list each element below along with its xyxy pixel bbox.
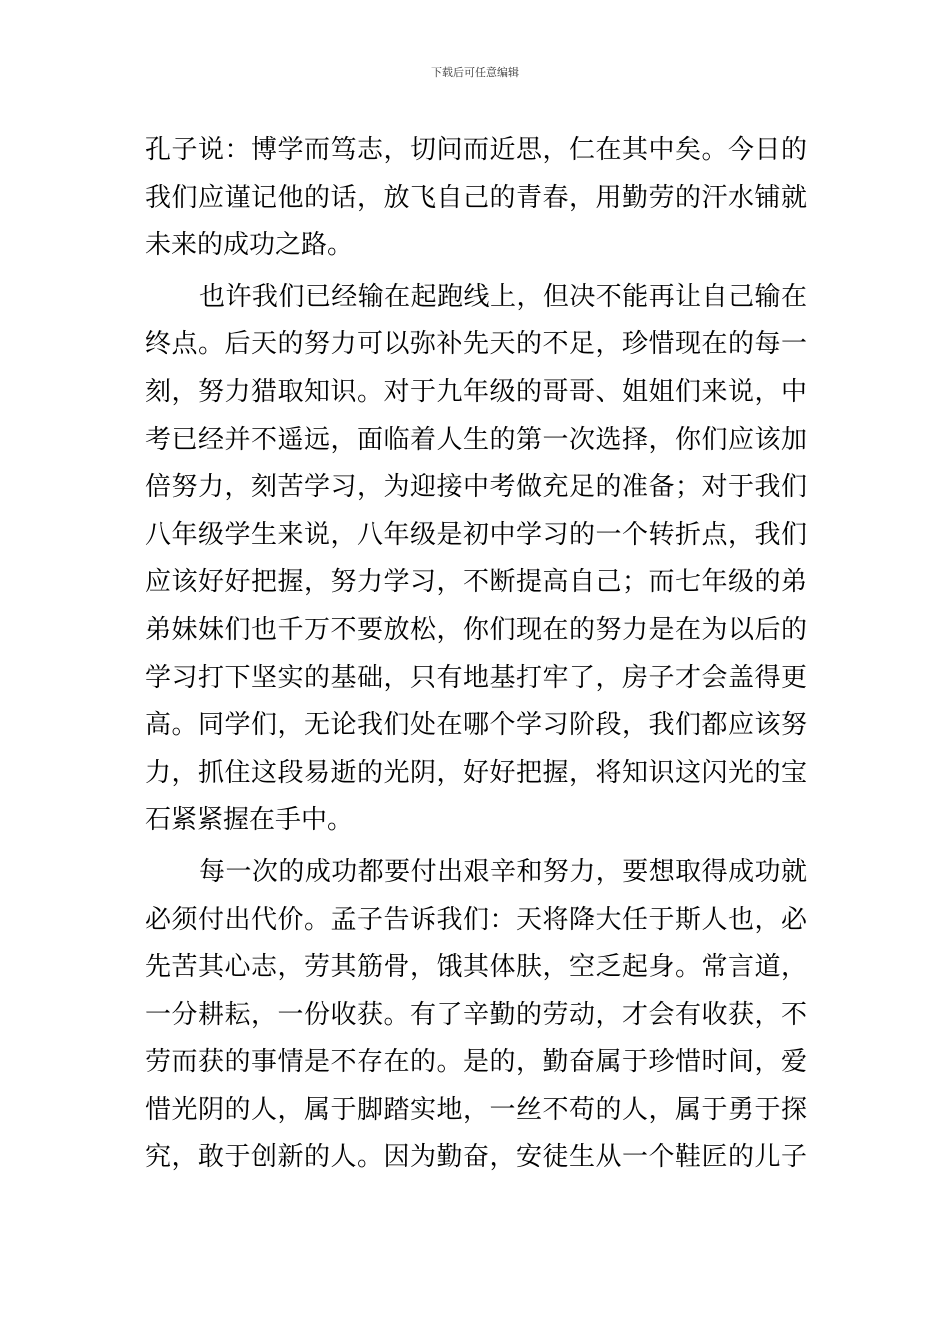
text-line: 刻，努力猎取知识。对于九年级的哥哥、姐姐们来说，中: [145, 376, 807, 407]
text-line: 八年级学生来说，八年级是初中学习的一个转折点，我们: [145, 519, 807, 550]
text-line: 也许我们已经输在起跑线上，但决不能再让自己输在: [199, 281, 807, 312]
text-line: 石紧紧握在手中。: [145, 805, 354, 836]
text-line: 考已经并不遥远，面临着人生的第一次选择，你们应该加: [145, 424, 807, 455]
text-line: 终点。后天的努力可以弥补先天的不足，珍惜现在的每一: [145, 329, 807, 360]
text-line: 高。同学们，无论我们处在哪个学习阶段，我们都应该努: [145, 710, 807, 741]
text-line: 学习打下坚实的基础，只有地基打牢了，房子才会盖得更: [145, 662, 807, 693]
paragraph-2: [145, 274, 807, 845]
text-line: 究，敢于创新的人。因为勤奋，安徒生从一个鞋匠的儿子: [145, 1142, 807, 1173]
text-line: 弟妹妹们也千万不要放松，你们现在的努力是在为以后的: [145, 614, 807, 645]
page-header: 下载后可任意编辑: [431, 66, 519, 79]
text-line: 我们应谨记他的话，放飞自己的青春，用勤劳的汗水铺就: [145, 182, 807, 213]
text-line: 惜光阴的人，属于脚踏实地，一丝不苟的人，属于勇于探: [145, 1094, 807, 1125]
document-body: [145, 127, 807, 1182]
text-line: 未来的成功之路。: [145, 230, 354, 261]
paragraph-3: [145, 849, 807, 1182]
text-line: 每一次的成功都要付出艰辛和努力，要想取得成功就: [199, 856, 807, 887]
text-line: 倍努力，刻苦学习，为迎接中考做充足的准备；对于我们: [145, 472, 807, 503]
text-line: 一分耕耘，一份收获。有了辛勤的劳动，才会有收获，不: [145, 999, 807, 1030]
text-line: 先苦其心志，劳其筋骨，饿其体肤，空乏起身。常言道，: [145, 952, 807, 983]
text-line: 必须付出代价。孟子告诉我们：天将降大任于斯人也，必: [145, 904, 807, 935]
text-line: 应该好好把握，努力学习，不断提高自己；而七年级的弟: [145, 567, 807, 598]
text-line: 劳而获的事情是不存在的。是的，勤奋属于珍惜时间，爱: [145, 1047, 807, 1078]
text-line: 孔子说：博学而笃志，切问而近思，仁在其中矣。今日的: [145, 135, 807, 165]
paragraph-1: [145, 127, 807, 270]
text-line: 力，抓住这段易逝的光阴，好好把握，将知识这闪光的宝: [145, 757, 807, 788]
